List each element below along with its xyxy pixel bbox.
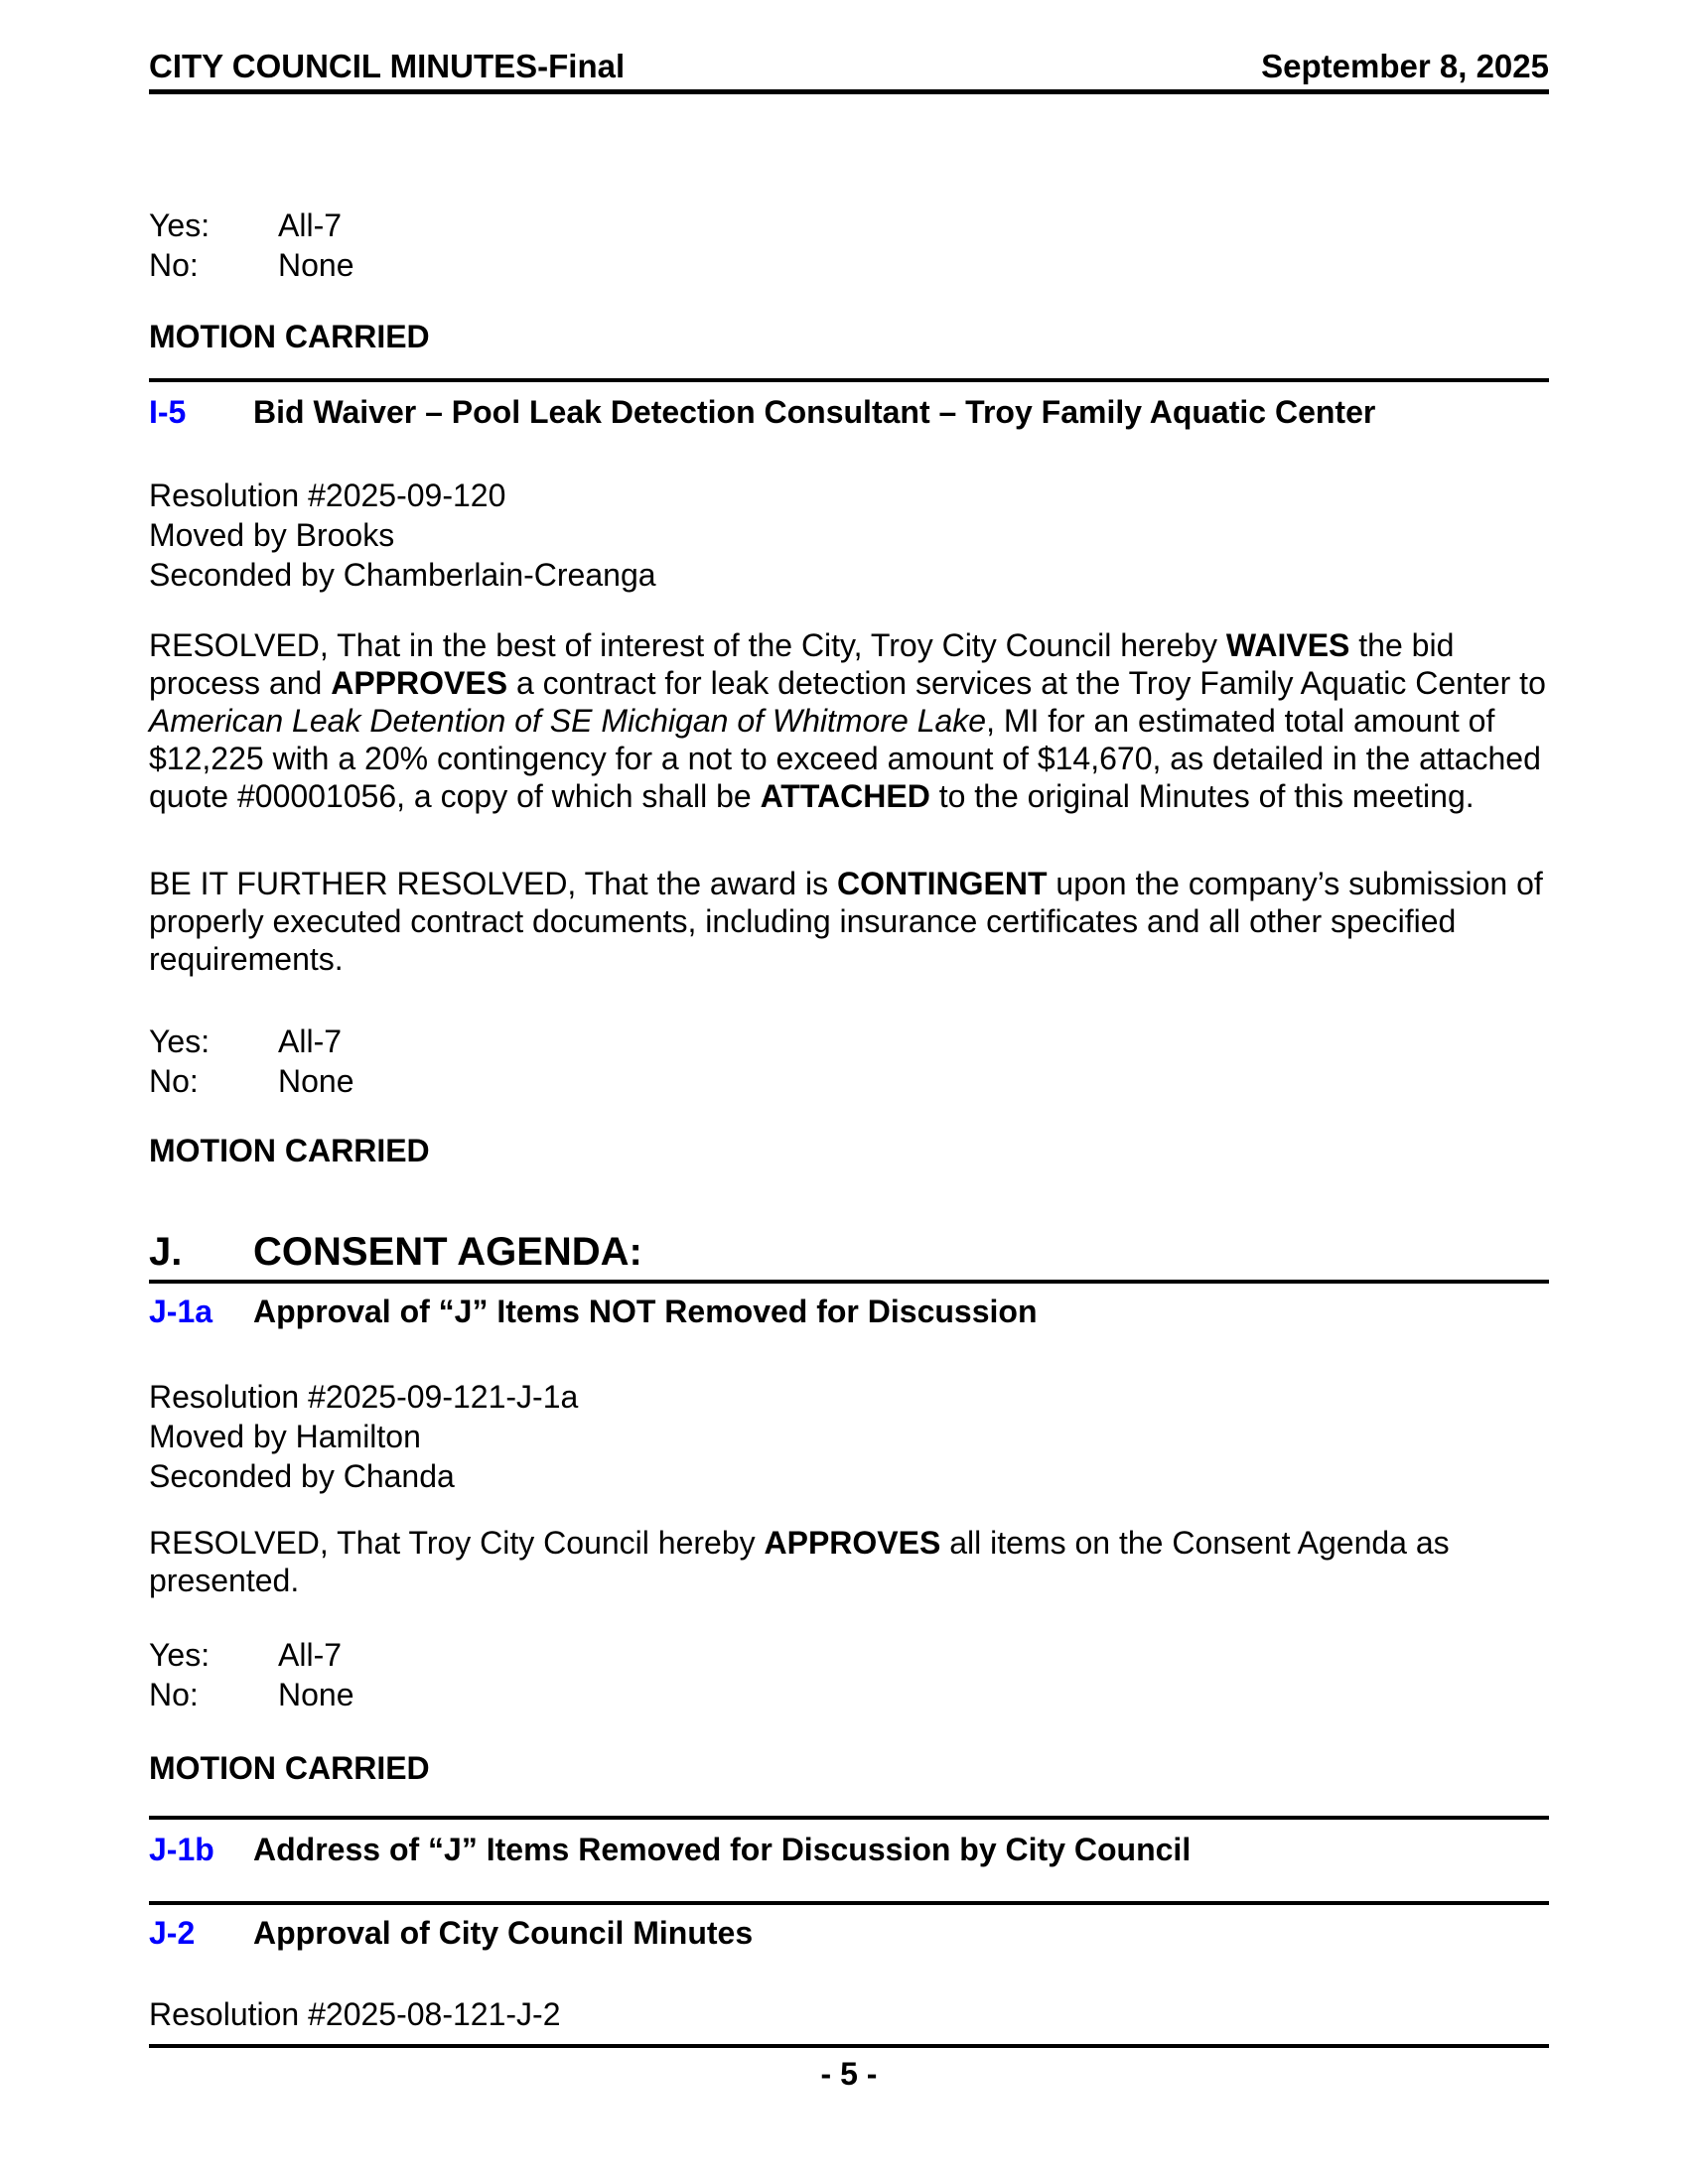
vote-no-label: No: [149,1677,199,1712]
section-divider [149,1901,1549,1905]
item-title: Bid Waiver – Pool Leak Detection Consultant – Troy Family Aquatic Center [253,394,1376,430]
item-number: J-1a [149,1294,213,1329]
resolution-block-i5 [149,476,1549,595]
run-bold: APPROVES [331,665,508,701]
section-divider [149,378,1549,382]
run: upon the company’s submission of properly executed contract documents, including insurance certificates and all other specified requirements. [149,866,1543,977]
run-italic: American Leak Detention of SE Michigan of Whitmore Lake [149,703,987,739]
seconded-by: Seconded by Chanda [149,1458,455,1494]
vote-no-value: None [278,247,354,283]
item-heading-i5 [149,392,1549,432]
vote-no-row [149,245,1549,285]
page-header [149,50,1549,94]
run: RESOLVED, That Troy City Council hereby [149,1525,765,1561]
vote-yes-row [149,1635,1549,1675]
page-number: - 5 - [820,2056,878,2092]
vote-yes-label: Yes: [149,1024,211,1059]
footer-divider [149,2044,1549,2048]
seconded-by: Seconded by Chamberlain-Creanga [149,557,656,593]
vote-yes-label: Yes: [149,207,211,243]
section-heading-j [149,1228,1549,1276]
further-resolved-paragraph-i5 [149,865,1549,978]
resolved-paragraph-i5 [149,626,1549,815]
item-number: J-2 [149,1915,196,1951]
item-heading-j2 [149,1913,1549,1953]
item-title: Approval of City Council Minutes [253,1915,754,1951]
vote-yes-value: All-7 [278,207,343,243]
motion-carried-3: MOTION CARRIED [149,1750,430,1786]
vote-no-value: None [278,1063,354,1099]
vote-yes-value: All-7 [278,1637,343,1673]
run: all items on the Consent Agenda as presented. [149,1525,1450,1598]
vote-no-row [149,1061,1549,1101]
resolution-number: Resolution #2025-09-120 [149,478,506,513]
run-bold: CONTINGENT [836,866,1048,901]
motion-carried-1: MOTION CARRIED [149,319,430,354]
item-heading-j1a [149,1292,1549,1331]
resolution-block-j2 [149,1994,1549,2034]
item-title: Address of “J” Items Removed for Discussion by City Council [253,1832,1192,1867]
resolution-number: Resolution #2025-08-121-J-2 [149,1996,561,2032]
run: RESOLVED, That in the best of interest of the City, Troy City Council hereby [149,627,1226,663]
vote-block-1 [149,205,1549,285]
run-bold: ATTACHED [760,778,930,814]
run: BE IT FURTHER RESOLVED, That the award is [149,866,837,901]
resolved-paragraph-j1a [149,1524,1549,1599]
run: a contract for leak detection services at the Troy Family Aquatic Center to [507,665,1546,701]
header-date: September 8, 2025 [1261,48,1549,84]
run-bold: WAIVES [1225,627,1350,663]
vote-yes-row [149,1022,1549,1061]
resolution-number: Resolution #2025-09-121-J-1a [149,1379,579,1415]
item-number: I-5 [149,394,187,430]
vote-no-label: No: [149,1063,199,1099]
moved-by: Moved by Hamilton [149,1419,421,1454]
section-divider [149,1816,1549,1820]
item-number: J-1b [149,1832,214,1867]
item-heading-j1b [149,1830,1549,1869]
item-title: Approval of “J” Items NOT Removed for Discussion [253,1294,1038,1329]
section-title: CONSENT AGENDA: [253,1230,642,1274]
vote-yes-value: All-7 [278,1024,343,1059]
run-bold: APPROVES [764,1525,941,1561]
moved-by: Moved by Brooks [149,517,395,553]
run: to the original Minutes of this meeting. [929,778,1475,814]
header-title: CITY COUNCIL MINUTES-Final [149,48,626,84]
run: , MI for an estimated total amount of $12,225 with a 20% contingency for a not to exceed amount of $14,670, as detailed in the attached quote #00001056, a copy of which shall be [149,703,1541,814]
vote-no-row [149,1675,1549,1714]
section-divider [149,1280,1549,1284]
resolution-block-j1a [149,1377,1549,1496]
section-letter: J. [149,1230,183,1274]
vote-no-value: None [278,1677,354,1712]
vote-block-2 [149,1022,1549,1101]
vote-yes-row [149,205,1549,245]
motion-carried-2: MOTION CARRIED [149,1133,430,1168]
vote-no-label: No: [149,247,199,283]
run: the bid process and [149,627,1455,701]
vote-yes-label: Yes: [149,1637,211,1673]
vote-block-3 [149,1635,1549,1714]
